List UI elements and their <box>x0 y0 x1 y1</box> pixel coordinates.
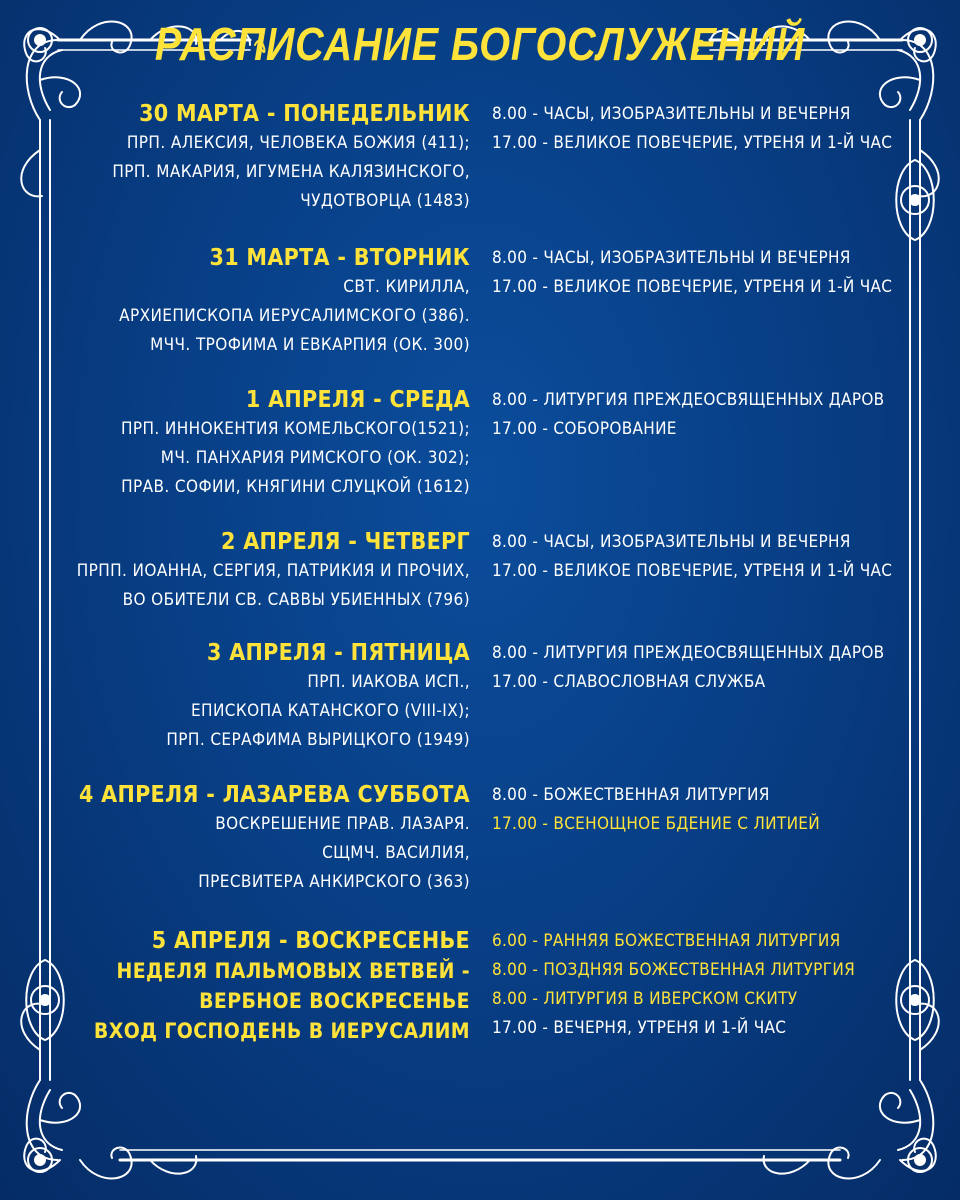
service-line: 8.00 - БОЖЕСТВЕННАЯ ЛИТУРГИЯ <box>492 785 770 805</box>
service-line: 17.00 - ВЕЛИКОЕ ПОВЕЧЕРИЕ, УТРЕНЯ И 1-Й ЧАС <box>492 561 893 581</box>
day-date: 2 АПРЕЛЯ - ЧЕТВЕРГ <box>221 529 470 555</box>
services-list <box>492 781 912 839</box>
service-line: 17.00 - ВЕЧЕРНЯ, УТРЕНЯ И 1-Й ЧАС <box>492 1018 787 1038</box>
commemoration-line: ВОСКРЕШЕНИЕ ПРАВ. ЛАЗАРЯ. <box>215 814 470 834</box>
day-info <box>40 781 470 897</box>
commemoration-line: НЕДЕЛЯ ПАЛЬМОВЫХ ВЕТВЕЙ - <box>116 959 470 983</box>
commemoration-line: ВО ОБИТЕЛИ СВ. САВВЫ УБИЕННЫХ (796) <box>122 590 470 610</box>
services-list <box>492 528 912 586</box>
service-line: 6.00 - РАННЯЯ БОЖЕСТВЕННАЯ ЛИТУРГИЯ <box>492 931 841 951</box>
commemoration-line: ПРАВ. СОФИИ, КНЯГИНИ СЛУЦКОЙ (1612) <box>121 477 470 497</box>
commemoration-line: ПРП. ИННОКЕНТИЯ КОМЕЛЬСКОГО(1521); <box>120 419 470 439</box>
service-line: 17.00 - ВЕЛИКОЕ ПОВЕЧЕРИЕ, УТРЕНЯ И 1-Й ЧАС <box>492 277 893 297</box>
day-date: 31 МАРТА - ВТОРНИК <box>209 245 470 271</box>
service-line: 8.00 - ЛИТУРГИЯ ПРЕЖДЕОСВЯЩЕННЫХ ДАРОВ <box>492 643 885 663</box>
commemoration-line: АРХИЕПИСКОПА ИЕРУСАЛИМСКОГО (386). <box>119 306 470 326</box>
service-line: 17.00 - СЛАВОСЛОВНАЯ СЛУЖБА <box>492 672 766 692</box>
service-line: 8.00 - ЧАСЫ, ИЗОБРАЗИТЕЛЬНЫ И ВЕЧЕРНЯ <box>492 532 851 552</box>
services-list <box>492 386 912 444</box>
services-list <box>492 927 912 1043</box>
day-date: 30 МАРТА - ПОНЕДЕЛЬНИК <box>139 101 470 127</box>
page-title: РАСПИСАНИЕ БОГОСЛУЖЕНИЙ <box>154 18 806 70</box>
commemoration-line: ПРП. МАКАРИЯ, ИГУМЕНА КАЛЯЗИНСКОГО, <box>112 162 470 182</box>
service-line: 8.00 - ЛИТУРГИЯ В ИВЕРСКОМ СКИТУ <box>492 989 798 1009</box>
day-info <box>40 244 470 360</box>
day-date: 4 АПРЕЛЯ - ЛАЗАРЕВА СУББОТА <box>78 782 470 808</box>
day-date: 3 АПРЕЛЯ - ПЯТНИЦА <box>207 640 470 666</box>
commemoration-line: СВТ. КИРИЛЛА, <box>343 277 470 297</box>
day-info <box>40 639 470 755</box>
services-list <box>492 244 912 302</box>
commemoration-line: МЧ. ПАНХАРИЯ РИМСКОГО (ОК. 302); <box>160 448 470 468</box>
day-date: 5 АПРЕЛЯ - ВОСКРЕСЕНЬЕ <box>151 928 470 954</box>
day-info <box>40 386 470 502</box>
service-line: 8.00 - ЧАСЫ, ИЗОБРАЗИТЕЛЬНЫ И ВЕЧЕРНЯ <box>492 104 851 124</box>
services-list <box>492 639 912 697</box>
day-info <box>40 528 470 615</box>
day-date: 1 АПРЕЛЯ - СРЕДА <box>245 387 470 413</box>
commemoration-line: ПРПП. ИОАННА, СЕРГИЯ, ПАТРИКИЯ И ПРОЧИХ, <box>76 561 470 581</box>
commemoration-line: ПРП. АЛЕКСИЯ, ЧЕЛОВЕКА БОЖИЯ (411); <box>126 133 470 153</box>
service-line: 8.00 - ПОЗДНЯЯ БОЖЕСТВЕННАЯ ЛИТУРГИЯ <box>492 960 855 980</box>
service-line: 8.00 - ЧАСЫ, ИЗОБРАЗИТЕЛЬНЫ И ВЕЧЕРНЯ <box>492 248 851 268</box>
service-line: 17.00 - СОБОРОВАНИЕ <box>492 419 677 439</box>
commemoration-line: ПРП. СЕРАФИМА ВЫРИЦКОГО (1949) <box>166 730 470 750</box>
day-info <box>40 100 470 216</box>
commemoration-line: ВЕРБНОЕ ВОСКРЕСЕНЬЕ <box>199 989 470 1013</box>
commemoration-line: СЩМЧ. ВАСИЛИЯ, <box>322 843 470 863</box>
commemoration-line: ЧУДОТВОРЦА (1483) <box>300 191 470 211</box>
service-line: 17.00 - ВСЕНОЩНОЕ БДЕНИЕ С ЛИТИЕЙ <box>492 814 821 834</box>
day-info <box>40 927 470 1046</box>
commemoration-line: ПРП. ИАКОВА ИСП., <box>307 672 470 692</box>
commemoration-line: ЕПИСКОПА КАТАНСКОГО (VIII-IX); <box>191 701 470 721</box>
commemoration-line: ВХОД ГОСПОДЕНЬ В ИЕРУСАЛИМ <box>93 1019 470 1043</box>
service-line: 8.00 - ЛИТУРГИЯ ПРЕЖДЕОСВЯЩЕННЫХ ДАРОВ <box>492 390 885 410</box>
service-line: 17.00 - ВЕЛИКОЕ ПОВЕЧЕРИЕ, УТРЕНЯ И 1-Й ЧАС <box>492 133 893 153</box>
commemoration-line: ПРЕСВИТЕРА АНКИРСКОГО (363) <box>198 872 470 892</box>
services-list <box>492 100 912 158</box>
commemoration-line: МЧЧ. ТРОФИМА И ЕВКАРПИЯ (ОК. 300) <box>150 335 470 355</box>
